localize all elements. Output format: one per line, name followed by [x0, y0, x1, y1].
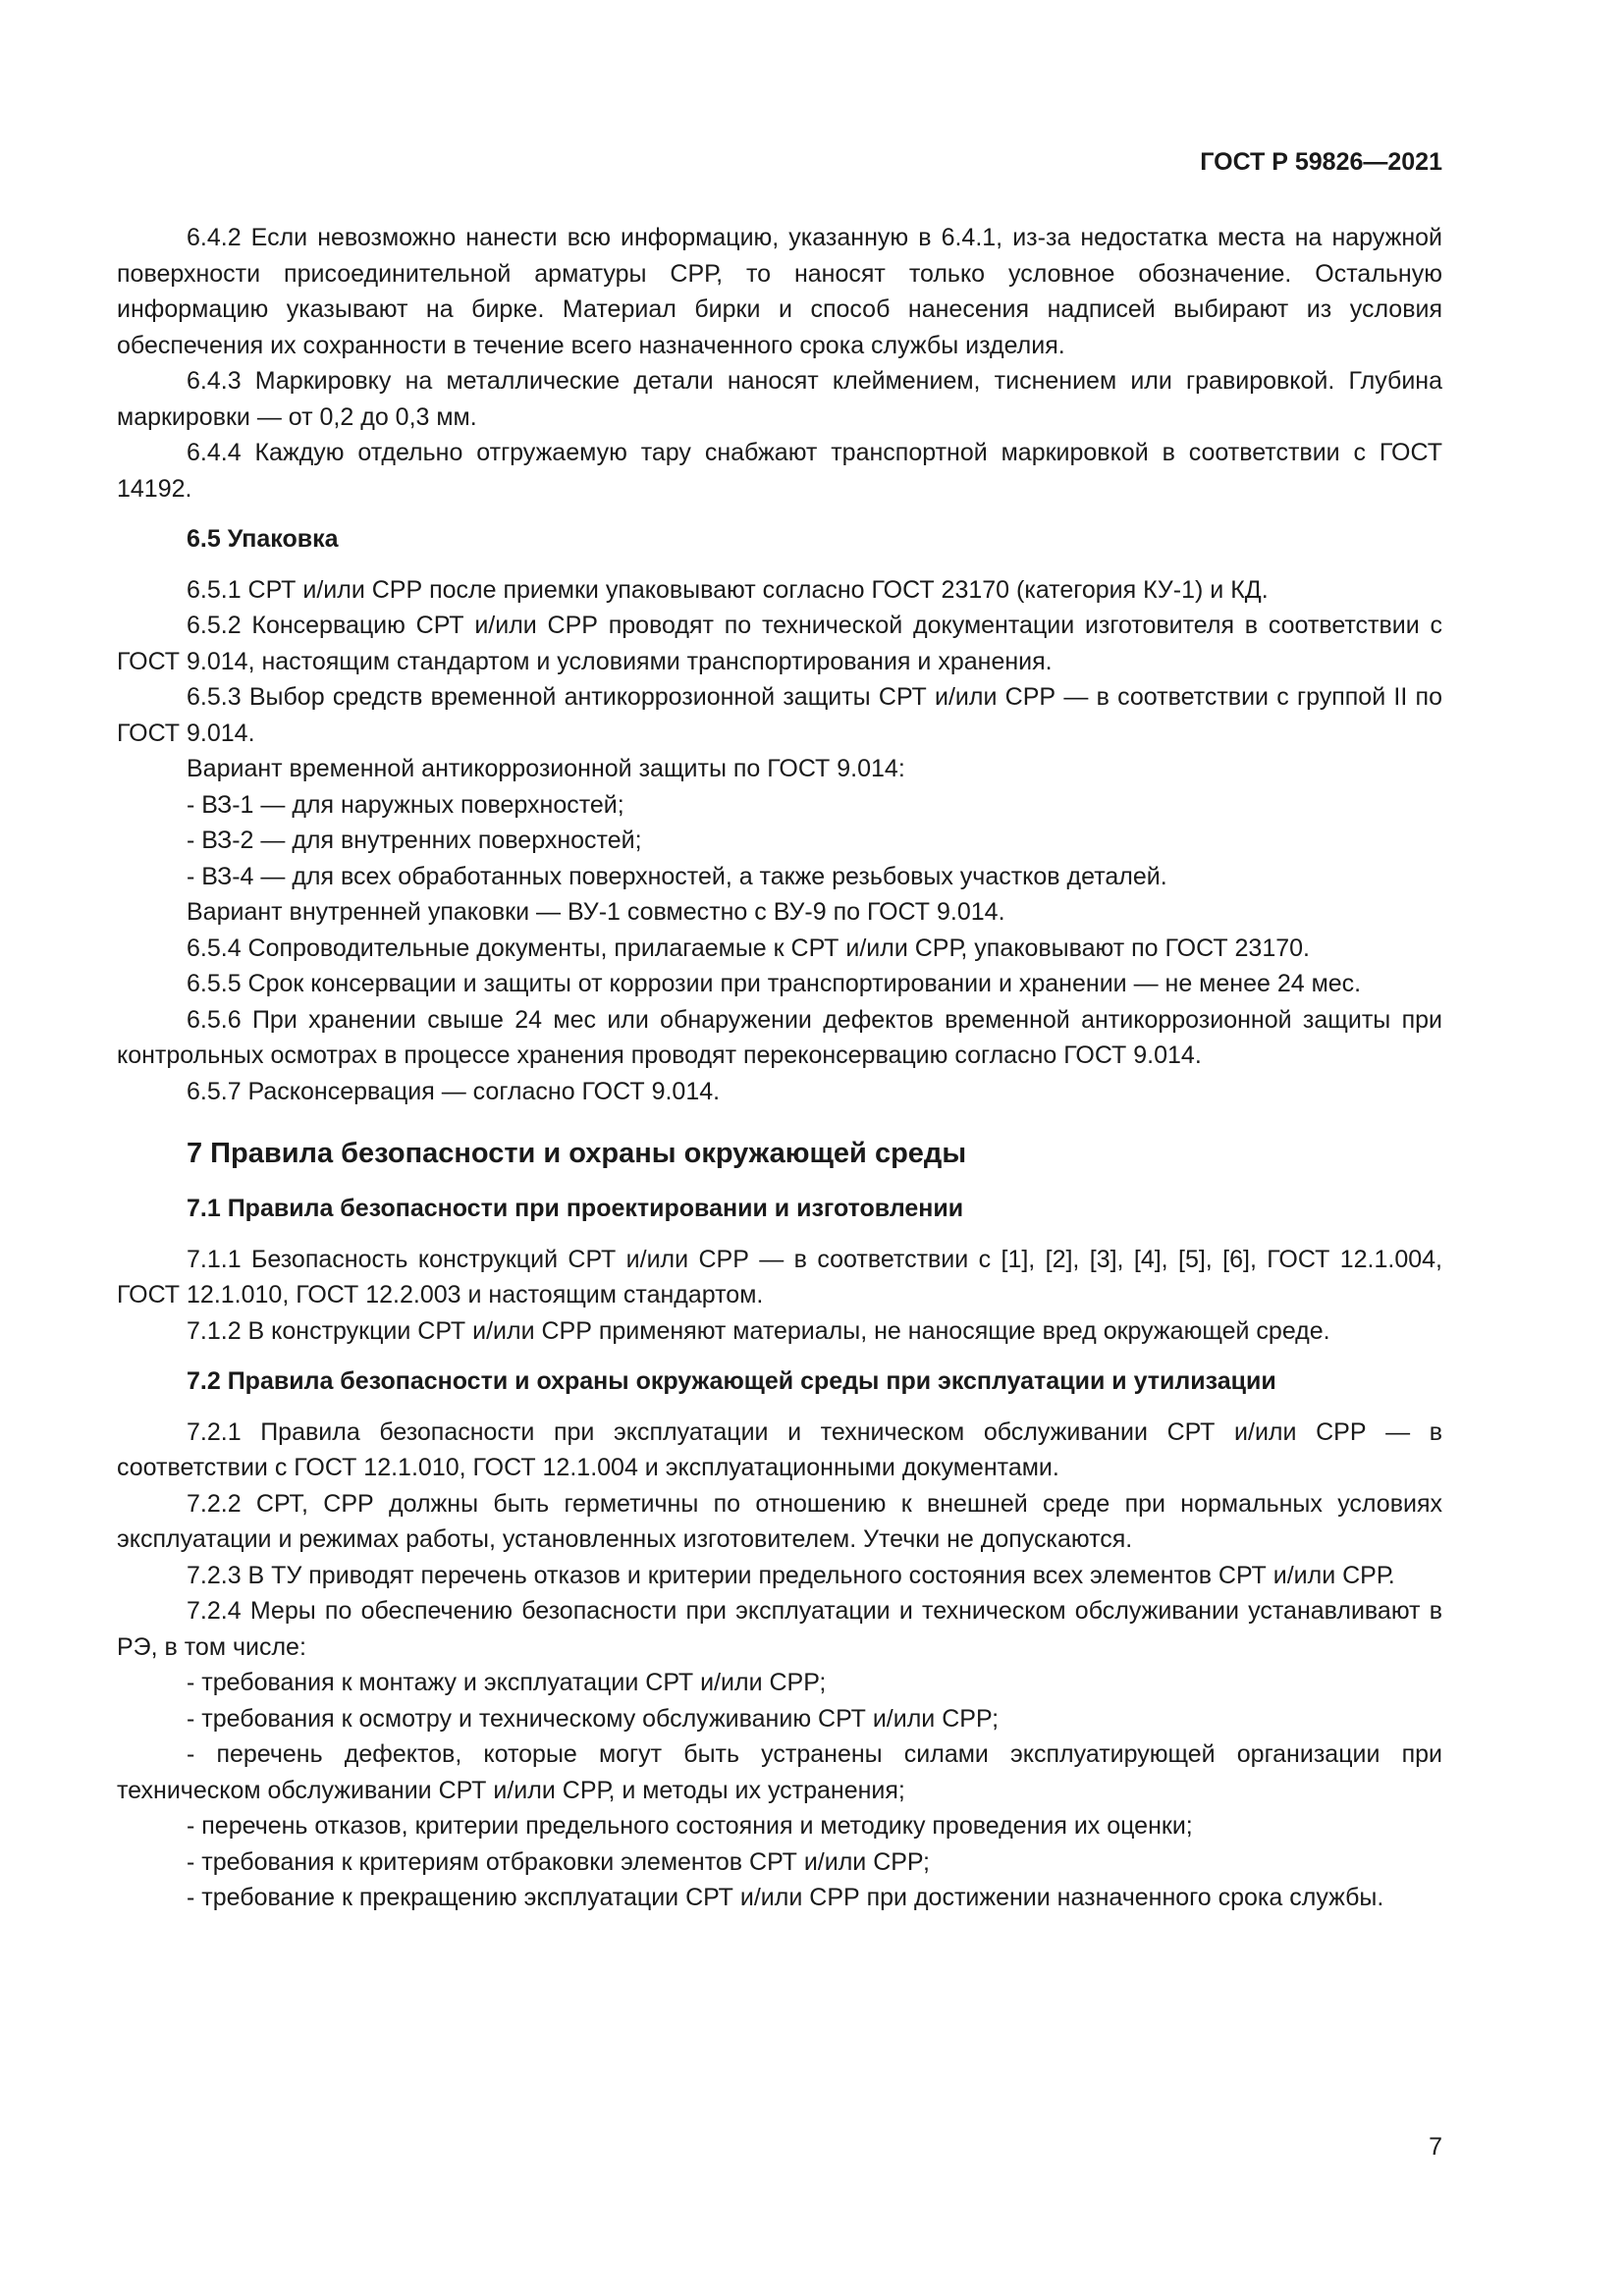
paragraph-7-2-3: 7.2.3 В ТУ приводят перечень отказов и критерии предельного состояния всех элементов СРТ и/или СРР. — [187, 1561, 1395, 1589]
paragraph-6-4-3: 6.4.3 Маркировку на металлические детали наносят клеймением, тиснением или гравировкой. Глубина маркировки — от 0,2 до 0,3 мм. — [117, 367, 1442, 431]
heading-7: 7 Правила безопасности и охраны окружающей среды — [187, 1138, 967, 1169]
list-item-v3-4: - ВЗ-4 — для всех обработанных поверхностей, а также резьбовых участков деталей. — [187, 862, 1167, 890]
heading-6-5: 6.5 Упаковка — [187, 525, 339, 553]
list-item-7-2-4-a: - требования к монтажу и эксплуатации СРТ и/или СРР; — [187, 1669, 827, 1696]
list-item-v3-2: - ВЗ-2 — для внутренних поверхностей; — [187, 827, 642, 854]
list-item-7-2-4-e: - требования к критериям отбраковки элементов СРТ и/или СРР; — [187, 1847, 931, 1876]
paragraph-6-5-4: 6.5.4 Сопроводительные документы, прилагаемые к СРТ и/или СРР, упаковывают по ГОСТ 23170. — [187, 934, 1310, 962]
paragraph-7-1-2: 7.1.2 В конструкции СРТ и/или СРР применяют материалы, не наносящие вред окружающей среде. — [187, 1316, 1330, 1345]
paragraph-inner-packaging: Вариант внутренней упаковки — ВУ-1 совместно с ВУ-9 по ГОСТ 9.014. — [187, 898, 1005, 926]
list-item-v3-1: - ВЗ-1 — для наружных поверхностей; — [187, 790, 624, 819]
document-body — [117, 220, 1442, 1916]
list-item-7-2-4-b: - требования к осмотру и техническому обслуживанию СРТ и/или СРР; — [187, 1704, 1000, 1733]
page-number: 7 — [1429, 2133, 1442, 2161]
document-header: ГОСТ Р 59826—2021 — [1200, 148, 1442, 176]
paragraph-6-5-2: 6.5.2 Консервацию СРТ и/или СРР проводят по технической документации изготовителя в соответствии с ГОСТ 9.014, настоящим стандартом и условиями транспортирования и хранения. — [117, 612, 1442, 675]
heading-7-1: 7.1 Правила безопасности при проектировании и изготовлении — [187, 1195, 964, 1222]
list-item-7-2-4-f: - требование к прекращению эксплуатации СРТ и/или СРР при достижении назначенного срока службы. — [187, 1884, 1384, 1911]
paragraph-7-2-1: 7.2.1 Правила безопасности при эксплуатации и техническом обслуживании СРТ и/или СРР — в соответствии с ГОСТ 12.1.010, ГОСТ 12.1.004 и эксплуатационными документами. — [117, 1417, 1442, 1481]
paragraph-7-1-1: 7.1.1 Безопасность конструкций СРТ и/или СРР — в соответствии с [1], [2], [3], [4], [5], [6], ГОСТ 12.1.004, ГОСТ 12.1.010, ГОСТ 12.2.003 и настоящим стандартом. — [117, 1245, 1442, 1308]
paragraph-6-5-1: 6.5.1 СРТ и/или СРР после приемки упаковывают согласно ГОСТ 23170 (категория КУ-1) и КД. — [187, 575, 1269, 604]
list-item-7-2-4-d: - перечень отказов, критерии предельного состояния и методику проведения их оценки; — [187, 1812, 1193, 1840]
paragraph-6-5-6: 6.5.6 При хранении свыше 24 мес или обнаружении дефектов временной антикоррозионной защиты при контрольных осмотрах в процессе хранения проводят переконсервацию согласно ГОСТ 9.014. — [117, 1005, 1442, 1069]
paragraph-7-2-2: 7.2.2 СРТ, СРР должны быть герметичны по отношению к внешней среде при нормальных условиях эксплуатации и режимах работы, установленных изготовителем. Утечки не допускаются. — [117, 1489, 1442, 1553]
paragraph-6-5-7: 6.5.7 Расконсервация — согласно ГОСТ 9.014. — [187, 1077, 721, 1105]
list-item-7-2-4-c: - перечень дефектов, которые могут быть устранены силами эксплуатирующей организации при техническом обслуживании СРТ и/или СРР, и методы их устранения; — [117, 1740, 1442, 1804]
paragraph-6-5-5: 6.5.5 Срок консервации и защиты от коррозии при транспортировании и хранении — не менее 24 мес. — [187, 970, 1362, 997]
heading-7-2: 7.2 Правила безопасности и охраны окружающей среды при эксплуатации и утилизации — [187, 1367, 1276, 1395]
paragraph-7-2-4: 7.2.4 Меры по обеспечению безопасности при эксплуатации и техническом обслуживании устанавливают в РЭ, в том числе: — [117, 1597, 1442, 1661]
paragraph-6-4-2: 6.4.2 Если невозможно нанести всю информацию, указанную в 6.4.1, из-за недостатка места на наружной поверхности присоединительной арматуры СРР, то наносят только условное обозначение. Остальную информацию указывают на бирке. Материал бирки и способ нанесения надписей выбирают из условия обеспечения их сохранности в течение всего назначенного срока службы изделия. — [117, 224, 1442, 359]
paragraph-6-5-3: 6.5.3 Выбор средств временной антикоррозионной защиты СРТ и/или СРР — в соответствии с группой II по ГОСТ 9.014. — [117, 683, 1442, 747]
paragraph-6-4-4: 6.4.4 Каждую отдельно отгружаемую тару снабжают транспортной маркировкой в соответствии с ГОСТ 14192. — [117, 439, 1442, 503]
paragraph-variant: Вариант временной антикоррозионной защиты по ГОСТ 9.014: — [187, 755, 905, 782]
